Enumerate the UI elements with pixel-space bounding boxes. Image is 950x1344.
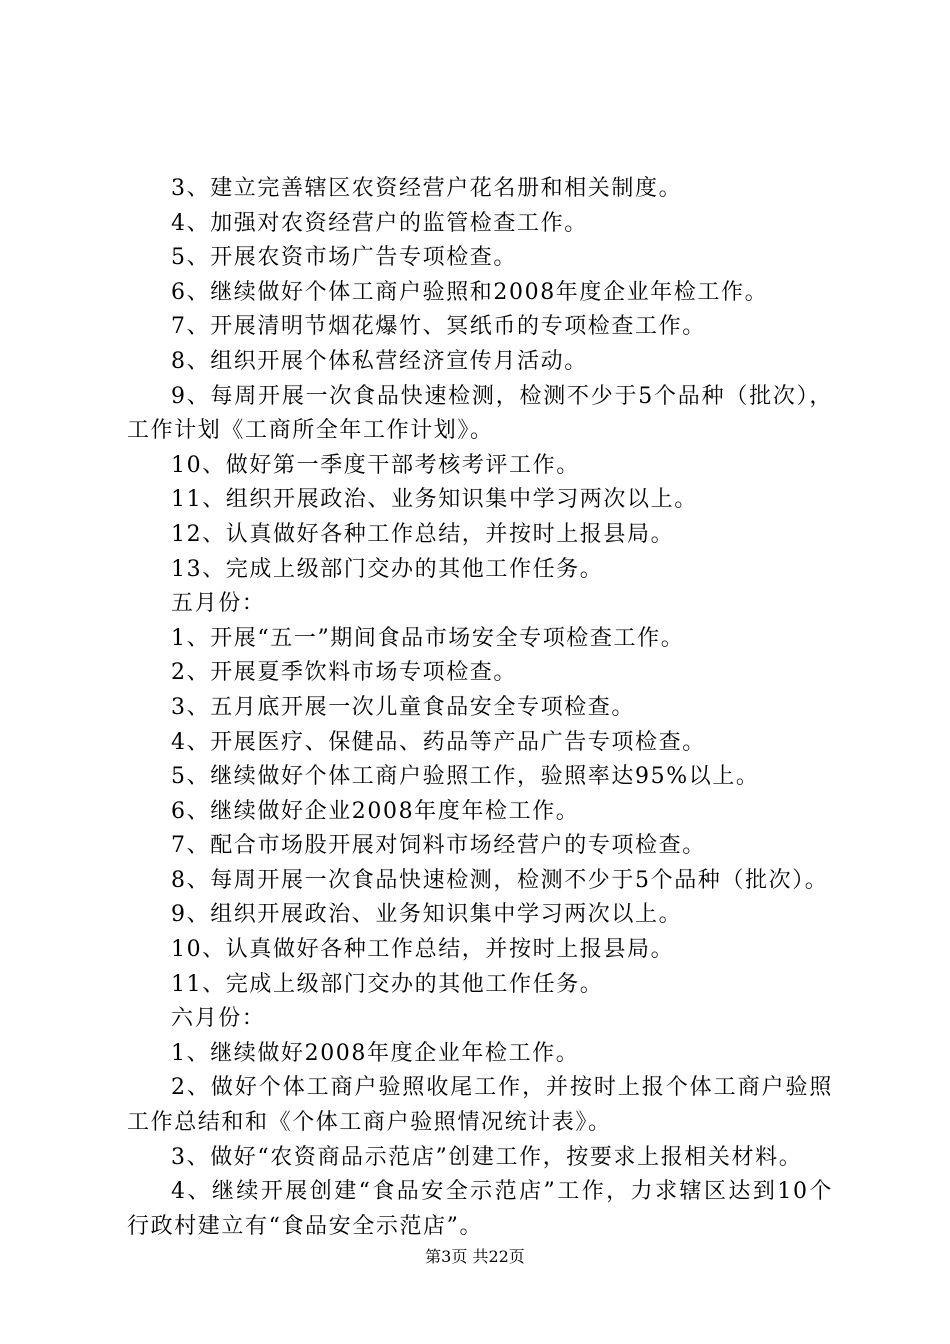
paragraph: 11、完成上级部门交办的其他工作任务。: [171, 971, 604, 997]
paragraph: 7、配合市场股开展对饲料市场经营户的专项检查。: [171, 833, 706, 859]
paragraph: 4、继续开展创建“食品安全示范店”工作，力求辖区达到10个行政村建立有“食品安全示范店”。: [127, 1179, 833, 1239]
paragraph: 7、开展清明节烟花爆竹、冥纸币的专项检查工作。: [171, 314, 706, 340]
paragraph: 3、五月底开展一次儿童食品安全专项检查。: [171, 694, 635, 720]
page-footer: 第3页 共22页: [425, 1247, 525, 1266]
paragraph: 1、继续做好2008年度企业年检工作。: [171, 1040, 580, 1066]
paragraph: 13、完成上级部门交办的其他工作任务。: [171, 556, 604, 582]
paragraph: 8、组织开展个体私营经济宣传月活动。: [171, 348, 588, 374]
paragraph: 8、每周开展一次食品快速检测，检测不少于5个品种（批次）。: [171, 867, 829, 893]
paragraph: 5、继续做好个体工商户验照工作，验照率达95%以上。: [171, 764, 760, 790]
paragraph: 9、组织开展政治、业务知识集中学习两次以上。: [171, 902, 683, 928]
paragraph: 12、认真做好各种工作总结，并按时上报县局。: [171, 521, 675, 547]
paragraph: 10、认真做好各种工作总结，并按时上报县局。: [171, 937, 675, 963]
paragraph: 3、建立完善辖区农资经营户花名册和相关制度。: [171, 176, 683, 201]
paragraph: 1、开展“五一”期间食品市场安全专项检查工作。: [171, 625, 685, 651]
paragraph: 11、组织开展政治、业务知识集中学习两次以上。: [171, 487, 698, 513]
section-heading-may: 五月份：: [171, 591, 266, 617]
paragraph: 10、做好第一季度干部考核考评工作。: [171, 452, 580, 478]
paragraph: 9、每周开展一次食品快速检测，检测不少于5个品种（批次），工作计划《工商所全年工作计划》。: [127, 383, 833, 444]
paragraph: 6、继续做好企业2008年度年检工作。: [171, 798, 580, 824]
paragraph: 2、做好个体工商户验照收尾工作，并按时上报个体工商户验照工作总结和和《个体工商户验照情况统计表》。: [127, 1075, 833, 1136]
paragraph: 4、开展医疗、保健品、药品等产品广告专项检查。: [171, 729, 706, 755]
paragraph: 5、开展农资市场广告专项检查。: [171, 245, 517, 271]
section-heading-june: 六月份：: [171, 1006, 266, 1032]
paragraph: 4、加强对农资经营户的监管检查工作。: [171, 210, 588, 236]
paragraph: 3、做好“农资商品示范店”创建工作，按要求上报相关材料。: [171, 1144, 803, 1170]
paragraph: 6、继续做好个体工商户验照和2008年度企业年检工作。: [171, 279, 769, 305]
document-body: [127, 172, 833, 1244]
paragraph: 2、开展夏季饮料市场专项检查。: [171, 660, 517, 686]
